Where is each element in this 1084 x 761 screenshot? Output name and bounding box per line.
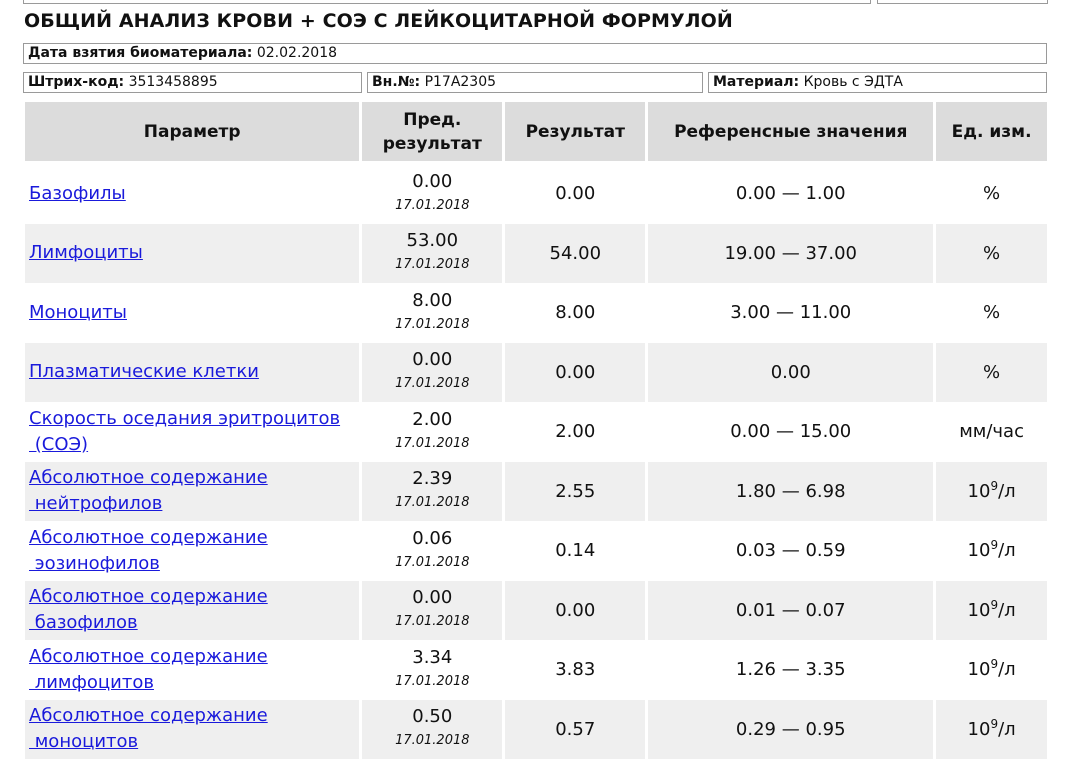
top-strip <box>0 0 1084 6</box>
sample-date-label: Дата взятия биоматериала: <box>28 45 253 61</box>
prev-value: 2.00 <box>412 408 453 430</box>
header-prev <box>362 102 502 164</box>
unit-cell <box>936 462 1047 522</box>
internal-number-box <box>367 72 703 93</box>
result-cell: 54.00 <box>505 224 645 284</box>
parameter-link[interactable] <box>29 646 268 693</box>
reference-cell: 0.00 — 15.00 <box>730 421 852 443</box>
reference-cell: 3.00 — 11.00 <box>730 302 852 324</box>
page-title: ОБЩИЙ АНАЛИЗ КРОВИ + СОЭ С ЛЕЙКОЦИТАРНОЙ ФОРМУЛОЙ <box>24 10 733 32</box>
prev-cell <box>362 343 502 403</box>
prev-cell <box>362 164 502 224</box>
reference-cell: 1.26 — 3.35 <box>735 659 846 681</box>
header-prev-line2: результат <box>382 133 482 154</box>
prev-cell <box>362 224 502 284</box>
prev-value: 8.00 <box>412 289 453 311</box>
unit-cell <box>936 224 1047 284</box>
parameter-name-cont: эозинофилов <box>29 552 160 574</box>
param-cell <box>25 224 359 284</box>
unit-base: 10 <box>967 540 991 562</box>
parameter-name: Скорость оседания эритроцитов <box>29 407 341 429</box>
table-row <box>25 462 1047 522</box>
unit-cell <box>936 640 1047 700</box>
result-cell: 0.00 <box>505 581 645 641</box>
unit-base: % <box>983 361 1001 383</box>
parameter-name-cont: (СОЭ) <box>29 433 89 455</box>
unit-suffix: /л <box>998 540 1016 562</box>
unit-exponent: 9 <box>990 716 999 731</box>
prev-date: 17.01.2018 <box>395 197 470 213</box>
param-cell <box>25 521 359 581</box>
result-cell: 0.14 <box>555 540 596 562</box>
results-table <box>22 102 1050 759</box>
result-cell: 0.00 <box>555 183 596 205</box>
barcode-value: 3513458895 <box>128 74 218 90</box>
result-cell: 0.00 <box>505 343 645 403</box>
parameter-link[interactable] <box>29 302 127 323</box>
reference-cell: 1.80 — 6.98 <box>648 462 933 522</box>
internal-number-label: Вн.№: <box>372 74 421 90</box>
header-param: Параметр <box>25 102 359 164</box>
reference-cell: 0.03 — 0.59 <box>735 540 846 562</box>
param-cell <box>25 462 359 522</box>
prev-value: 0.00 <box>412 587 453 609</box>
parameter-name-cont: нейтрофилов <box>29 493 163 515</box>
unit-cell <box>936 402 1047 462</box>
prev-value: 0.00 <box>412 349 453 371</box>
prev-cell <box>362 521 502 581</box>
unit-cell <box>936 343 1047 403</box>
prev-cell <box>362 700 502 760</box>
parameter-name: Абсолютное содержание <box>29 705 268 727</box>
unit-cell <box>936 521 1047 581</box>
parameter-name: Абсолютное содержание <box>29 467 268 489</box>
unit-suffix: /л <box>998 599 1016 621</box>
unit-base: % <box>983 302 1001 324</box>
result-cell: 3.83 <box>555 659 596 681</box>
unit-cell <box>936 283 1047 343</box>
reference-cell: 0.00 — 1.00 <box>735 183 846 205</box>
parameter-link[interactable] <box>29 408 340 455</box>
prev-date: 17.01.2018 <box>395 376 470 392</box>
parameter-name-cont: лимфоцитов <box>29 671 154 693</box>
unit-base: % <box>983 183 1001 205</box>
param-cell <box>25 640 359 700</box>
parameter-name-cont: моноцитов <box>29 731 139 753</box>
reference-cell: 0.01 — 0.07 <box>648 581 933 641</box>
header-unit: Ед. изм. <box>936 102 1047 164</box>
unit-suffix: /л <box>998 480 1016 502</box>
parameter-name-cont: базофилов <box>29 612 138 634</box>
prev-value: 0.00 <box>412 170 453 192</box>
prev-date: 17.01.2018 <box>395 673 470 689</box>
parameter-link[interactable] <box>29 527 268 574</box>
reference-cell: 0.29 — 0.95 <box>648 700 933 760</box>
parameter-name: Плазматические клетки <box>29 361 259 383</box>
prev-date: 17.01.2018 <box>395 257 470 273</box>
unit-exponent: 9 <box>990 597 999 612</box>
unit-base: мм/час <box>959 421 1024 443</box>
table-row <box>25 402 1047 462</box>
table-row <box>25 700 1047 760</box>
parameter-name: Лимфоциты <box>29 242 143 264</box>
result-cell: 2.55 <box>505 462 645 522</box>
unit-base: 10 <box>967 599 991 621</box>
unit-suffix: /л <box>998 718 1016 740</box>
header-reference: Референсные значения <box>648 102 933 164</box>
barcode-label: Штрих-код: <box>28 74 125 90</box>
material-box <box>708 72 1047 93</box>
prev-value: 0.06 <box>412 527 453 549</box>
param-cell <box>25 283 359 343</box>
parameter-link[interactable] <box>29 242 143 263</box>
prev-date: 17.01.2018 <box>395 495 470 511</box>
parameter-link[interactable] <box>29 361 259 382</box>
parameter-name: Моноциты <box>29 301 127 323</box>
sample-date-box <box>23 43 1047 64</box>
top-field-left <box>23 0 871 4</box>
table-row <box>25 164 1047 224</box>
unit-exponent: 9 <box>990 478 999 493</box>
param-cell <box>25 581 359 641</box>
parameter-name: Абсолютное содержание <box>29 586 268 608</box>
unit-cell <box>936 700 1047 760</box>
param-cell <box>25 700 359 760</box>
unit-suffix: /л <box>998 659 1016 681</box>
unit-base: % <box>983 242 1001 264</box>
param-cell <box>25 343 359 403</box>
prev-date: 17.01.2018 <box>395 614 470 630</box>
header-result: Результат <box>505 102 645 164</box>
reference-cell: 19.00 — 37.00 <box>648 224 933 284</box>
material-label: Материал: <box>713 74 800 90</box>
prev-cell <box>362 581 502 641</box>
internal-number-value: P17A2305 <box>424 74 497 90</box>
prev-cell <box>362 402 502 462</box>
prev-date: 17.01.2018 <box>395 733 470 749</box>
unit-exponent: 9 <box>990 538 999 553</box>
result-cell: 0.57 <box>505 700 645 760</box>
reference-cell: 0.00 <box>648 343 933 403</box>
parameter-name: Абсолютное содержание <box>29 645 268 667</box>
header-prev-line1: Пред. <box>403 109 462 130</box>
param-cell <box>25 402 359 462</box>
prev-date: 17.01.2018 <box>395 435 470 451</box>
unit-cell <box>936 164 1047 224</box>
unit-exponent: 9 <box>990 657 999 672</box>
prev-cell <box>362 462 502 522</box>
table-row <box>25 224 1047 284</box>
prev-cell <box>362 283 502 343</box>
table-row <box>25 581 1047 641</box>
prev-value: 53.00 <box>406 230 459 252</box>
prev-cell <box>362 640 502 700</box>
parameter-link[interactable] <box>29 586 268 633</box>
parameter-name: Базофилы <box>29 182 126 204</box>
prev-value: 2.39 <box>412 468 453 490</box>
unit-base: 10 <box>967 718 991 740</box>
table-row <box>25 343 1047 403</box>
unit-base: 10 <box>967 659 991 681</box>
sample-date-value: 02.02.2018 <box>256 45 338 61</box>
unit-base: 10 <box>967 480 991 502</box>
parameter-link[interactable] <box>29 467 268 514</box>
parameter-name: Абсолютное содержание <box>29 526 268 548</box>
table-row <box>25 640 1047 700</box>
top-field-right <box>877 0 1048 4</box>
material-value: Кровь с ЭДТА <box>803 74 903 90</box>
prev-value: 0.50 <box>412 706 453 728</box>
parameter-link[interactable] <box>29 183 126 204</box>
prev-date: 17.01.2018 <box>395 316 470 332</box>
prev-value: 3.34 <box>412 646 453 668</box>
prev-date: 17.01.2018 <box>395 554 470 570</box>
table-row <box>25 283 1047 343</box>
param-cell <box>25 164 359 224</box>
result-cell: 2.00 <box>555 421 596 443</box>
table-header-row <box>25 102 1047 164</box>
barcode-box <box>23 72 362 93</box>
parameter-link[interactable] <box>29 705 268 752</box>
result-cell: 8.00 <box>555 302 596 324</box>
table-row <box>25 521 1047 581</box>
unit-cell <box>936 581 1047 641</box>
